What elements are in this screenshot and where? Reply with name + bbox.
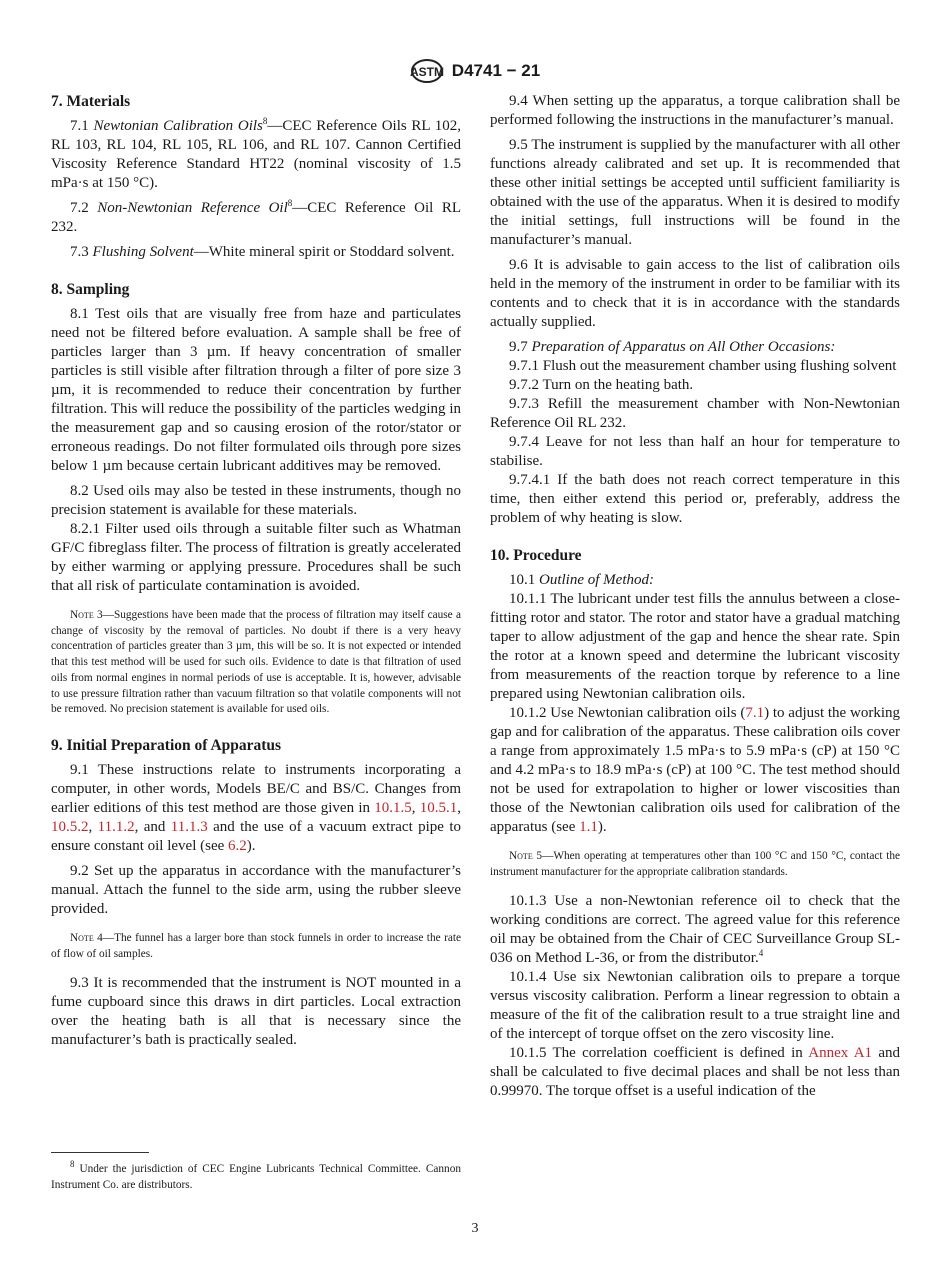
text-segment: Non-Newtonian Reference Oil — [97, 200, 288, 216]
text-segment: Note 5 — [509, 850, 543, 862]
text-segment: Under the jurisdiction of CEC Engine Lubricants Technical Committee. Cannon Instrument Co. are distributors. — [51, 1163, 461, 1191]
text-segment: —CEC Reference Oils RL 102, RL 103, RL 104, RL 105, RL 106, and RL 107. Cannon Certified Viscosity Reference Standard HT22 (nominal viscosity of 1.5 mPa·s at 150 °C). — [51, 118, 461, 191]
section-heading-materials: 7. Materials — [51, 93, 131, 110]
svg-text:ASTM: ASTM — [409, 65, 444, 79]
section-heading-procedure: 10. Procedure — [490, 547, 582, 564]
text-segment: ). — [246, 837, 256, 854]
left-column — [51, 92, 461, 1050]
paragraph-9-7-4-1: 9.7.4.1 If the bath does not reach correct temperature in this time, then either extend this period or, preferably, address the problem of why heating is slow. — [490, 472, 900, 526]
paragraph-10-1-5 — [490, 1044, 900, 1101]
paragraph-9-1 — [51, 761, 461, 856]
paragraph-9-3: 9.3 It is recommended that the instrument is NOT mounted in a fume cupboard since this draws in dirt particles. Local extraction over the heating bath is all that is necessary since the manufacturer’s bath is practically sealed. — [51, 975, 461, 1049]
footnote-divider — [51, 1152, 149, 1153]
text-segment: —The funnel has a larger bore than stock funnels in order to increase the rate of flow of oil samples. — [51, 931, 462, 960]
text-segment: ). — [597, 819, 607, 835]
text-segment: Outline of Method: — [539, 572, 654, 588]
text-segment: 9.7 — [509, 339, 532, 355]
text-segment: and shall be calculated to five decimal places and shall be not less than 0.99970. The torque offset is a useful indication of the — [490, 1045, 900, 1100]
text-segment: Preparation of Apparatus on All Other Occasions: — [531, 339, 836, 355]
paragraph-9-7 — [490, 338, 900, 357]
text-segment: 10.1.2 Use Newtonian calibration oils ( — [509, 705, 746, 721]
text-segment: —White mineral spirit or Stoddard solvent. — [193, 244, 455, 260]
text-segment: Note 3 — [70, 609, 103, 621]
section-heading-initial-preparation: 9. Initial Preparation of Apparatus — [51, 736, 282, 754]
page-number: 3 — [471, 1221, 479, 1236]
text-segment: and the use of a vacuum extract pipe to ensure constant oil level (see — [51, 818, 461, 854]
text-segment: 8 — [287, 198, 293, 208]
text-segment: —When operating at temperatures other than 100 °C and 150 °C, contact the instrument manufacturer for the appropriate calibration standards. — [490, 850, 900, 878]
document-id: D4741 − 21 — [451, 61, 541, 80]
paragraph-8-2: 8.2 Used oils may also be tested in these instruments, though no precision statement is available for these materials. — [51, 483, 461, 518]
text-segment: 8 — [70, 1159, 75, 1170]
paragraph-9-6: 9.6 It is advisable to gain access to the list of calibration oils held in the memory of the instrument in order to be familiar with its contents and to check that it is in accordance with the standards actually supplied. — [490, 257, 900, 330]
paragraph-9-7-1: 9.7.1 Flush out the measurement chamber using flushing solvent — [509, 358, 897, 374]
link-6-2[interactable]: 6.2 — [228, 837, 247, 854]
text-segment: 7.1 — [70, 118, 94, 134]
link-10-5-1[interactable]: 10.5.1 — [419, 799, 458, 816]
text-segment: —CEC Reference Oil RL 232. — [51, 200, 461, 235]
note-3 — [51, 608, 461, 718]
paragraph-10-1-2 — [490, 704, 900, 837]
note-4 — [51, 931, 461, 962]
text-segment: , — [457, 799, 461, 816]
paragraph-9-7-3: 9.7.3 Refill the measurement chamber with Non-Newtonian Reference Oil RL 232. — [490, 396, 900, 431]
section-heading-sampling: 8. Sampling — [51, 281, 130, 298]
paragraph-9-4: 9.4 When setting up the apparatus, a torque calibration shall be performed following the instructions in the manufacturer’s manual. — [490, 93, 900, 128]
paragraph-9-7-2: 9.7.2 Turn on the heating bath. — [509, 377, 694, 393]
link-11-1-3[interactable]: 11.1.3 — [170, 818, 208, 835]
text-segment: 4 — [758, 948, 764, 959]
astm-logo-icon — [410, 58, 444, 84]
text-segment: , — [411, 799, 420, 816]
footnote-8 — [51, 1159, 461, 1193]
text-segment: ) to adjust the working gap and for calibration of the apparatus. These calibration oils cover a range from approximately 1.5 mPa·s to 5.9 mPa·s (cP) at 150 °C and 4.2 mPa·s to 18.9 mPa·s (cP) at 100 °C. The test method should not be used for extrapolation to higher or lower viscosities than those of the Newtonian calibration oils used for calibration of the apparatus (see — [490, 705, 900, 835]
text-segment: , — [88, 818, 98, 835]
link-annex-a1[interactable]: Annex A1 — [808, 1045, 873, 1062]
text-segment: Note 4 — [70, 931, 103, 944]
right-column — [490, 92, 900, 1101]
paragraph-9-5: 9.5 The instrument is supplied by the manufacturer with all other functions already calibrated and set up. It is recommended that these other initial settings be accepted until sufficient familiarity is obtained with the use of the apparatus. When it is desired to modify the initial settings, full instructions will be found in the manufacturer’s manual. — [490, 137, 900, 248]
text-segment: —Suggestions have been made that the process of filtration may itself cause a change of viscosity by the removal of particles. No doubt if there is a very heavy concentration of particles greater than 3 µm, this will be so. It is not expected or intended that this test method will be used for such oils. Evidence to date is that filtration of used oils from normal engines in normal periods of use is acceptable. It is, however, advisable to use pressure filtration rather than vacuum filtration so that volatile components will not be removed. No precision statement is available for used oils. — [51, 609, 462, 716]
paragraph-7-1 — [51, 117, 461, 193]
paragraph-9-2: 9.2 Set up the apparatus in accordance with the manufacturer’s manual. Attach the funnel to the side arm, using the rubber sleeve provided. — [51, 862, 461, 917]
text-segment: 9.1 These instructions relate to instruments incorporating a computer, in other words, Models BE/C and BS/C. Changes from earlier editions of this test method are those given in — [51, 761, 461, 816]
text-segment: 7.3 — [70, 244, 93, 260]
note-5 — [490, 849, 900, 880]
link-1-1[interactable]: 1.1 — [579, 819, 598, 835]
paragraph-8-1: 8.1 Test oils that are visually free from haze and particulates need not be filtered before evaluation. A sample shall be free of particles larger than 3 µm. If heavy concentration of smaller particles is still visible after filtration through a filter of pore size 3 µm, it is recommended to reduce their concentration by further filtration. This will reduce the possibility of the particles wedging in the measurement gap and so causing erosion of the rotor/stator or erroneous readings. Do not filter formulated oils through pore sizes below 1 µm because certain lubricant additives may be removed. — [51, 306, 461, 474]
paragraph-10-1 — [490, 571, 900, 590]
paragraph-9-7-4: 9.7.4 Leave for not less than half an hour for temperature to stabilise. — [490, 434, 900, 469]
paragraph-7-2 — [51, 199, 461, 237]
paragraph-10-1-3 — [490, 892, 900, 968]
text-segment: , and — [134, 818, 171, 835]
paragraph-10-1-4: 10.1.4 Use six Newtonian calibration oils to prepare a torque versus viscosity calibration. Perform a linear regression to obtain a measure of the fit of the calibration result to a true straight line and of the intercept of torque offset on the zero viscosity line. — [490, 969, 900, 1043]
link-11-1-2[interactable]: 11.1.2 — [97, 818, 135, 835]
page-header — [0, 58, 950, 84]
link-7-1[interactable]: 7.1 — [745, 705, 765, 721]
text-segment: Newtonian Calibration Oils — [93, 118, 263, 134]
text-segment: 10.1.3 Use a non-Newtonian reference oil to check that the working conditions are correct. The agreed value for this reference oil may be obtained from the Chair of CEC Surveillance Group SL-036 on Method L-36, or from the distributor. — [490, 893, 900, 967]
paragraph-10-1-1: 10.1.1 The lubricant under test fills the annulus between a close-fitting rotor and stator. The rotor and stator have a gradual matching taper to allow adjustment of the gap and hence the shear rate. Spin the rotor at a known speed and determine the lubricant viscosity from measurements of the reaction torque by reference to a line prepared using Newtonian calibration oils. — [490, 591, 900, 702]
text-segment: 10.1 — [509, 572, 539, 588]
link-10-5-2[interactable]: 10.5.2 — [51, 818, 89, 835]
text-segment: 10.1.5 The correlation coefficient is defined in — [509, 1045, 809, 1062]
link-10-1-5[interactable]: 10.1.5 — [374, 799, 412, 816]
paragraph-7-3 — [51, 243, 461, 262]
text-segment: Flushing Solvent — [92, 244, 194, 260]
text-segment: 7.2 — [70, 200, 98, 216]
text-segment: 8 — [262, 116, 268, 126]
paragraph-8-2-1: 8.2.1 Filter used oils through a suitable filter such as Whatman GF/C fibreglass filter. The process of filtration is greatly accelerated by either warming or applying pressure. Procedures shall be such that all risk of particulate contamination is avoided. — [51, 521, 461, 594]
